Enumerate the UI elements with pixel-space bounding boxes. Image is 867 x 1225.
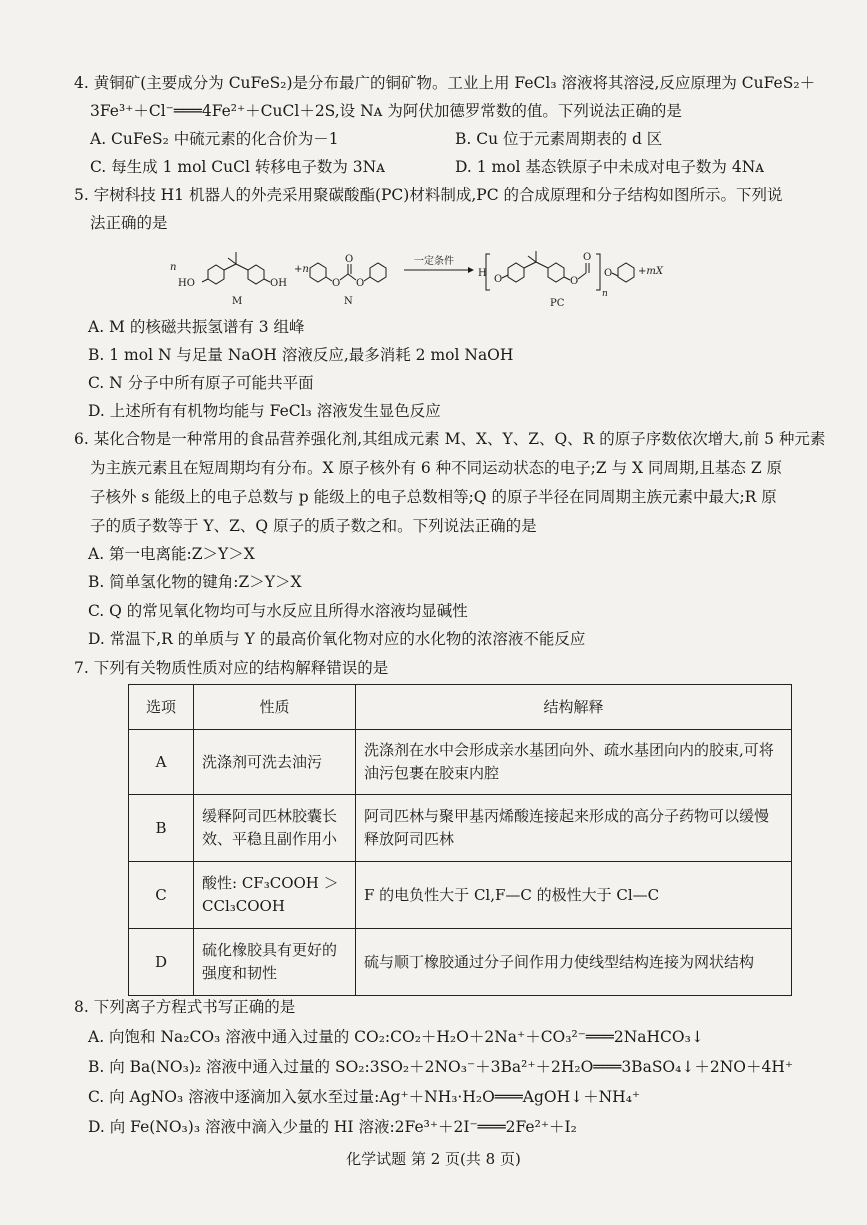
row-d-explanation: 硫与顺丁橡胶通过分子间作用力使线型结构连接为网状结构 [356, 929, 792, 996]
q8-stem: 8. 下列离子方程式书写正确的是 [74, 998, 296, 1016]
n-o2: O [345, 254, 354, 265]
n-ring-right [370, 263, 386, 282]
q4-option-d: D. 1 mol 基态铁原子中未成对电子数为 4Nᴀ [455, 158, 765, 176]
pc-bracket-right [596, 254, 600, 290]
q6-stem-line1: 6. 某化合物是一种常用的食品营养强化剂,其组成元素 M、X、Y、Z、Q、R 的原子序数依次增大,前 5 种元素 [74, 430, 826, 448]
table-row [129, 929, 792, 996]
row-b-option: B [129, 795, 194, 862]
label-pc: PC [550, 298, 565, 309]
q6-option-d: D. 常温下,R 的单质与 Y 的最高价氧化物对应的水化物的浓溶液不能反应 [88, 630, 586, 648]
q5-stem-line2: 法正确的是 [90, 214, 168, 232]
page-footer: 化学试题 第 2 页(共 8 页) [346, 1150, 521, 1168]
row-a-explanation: 洗涤剂在水中会形成亲水基团向外、疏水基团向内的胶束,可将油污包裹在胶束内腔 [356, 730, 792, 795]
q5-stem-line1: 5. 宇树科技 H1 机器人的外壳采用聚碳酸酯(PC)材料制成,PC 的合成原理和分子结构如图所示。下列说 [74, 186, 783, 204]
row-c-explanation: F 的电负性大于 Cl,F—C 的极性大于 Cl—C [356, 862, 792, 929]
pc-o6: O [583, 252, 592, 263]
row-d-option: D [129, 929, 194, 996]
coef-n-m: n [170, 262, 177, 273]
q7-stem: 7. 下列有关物质性质对应的结构解释错误的是 [74, 659, 389, 677]
q4-option-c: C. 每生成 1 mol CuCl 转移电子数为 3Nᴀ [90, 158, 385, 176]
q8-option-d: D. 向 Fe(NO₃)₃ 溶液中滴入少量的 HI 溶液:2Fe³⁺＋2I⁻═══2Fe²⁺＋I₂ [88, 1118, 577, 1136]
pc-byproduct: +mX [638, 266, 663, 277]
q4-stem-line1: 4. 黄铜矿(主要成分为 CuFeS₂)是分布最广的铜矿物。工业上用 FeCl₃ 溶液将其溶浸,反应原理为 CuFeS₂＋ [74, 74, 816, 92]
row-a-property: 洗涤剂可洗去油污 [194, 730, 356, 795]
q4-option-a: A. CuFeS₂ 中硫元素的化合价为－1 [90, 130, 339, 148]
q6-stem-line4: 子的质子数等于 Y、Z、Q 原子的质子数之和。下列说法正确的是 [90, 517, 537, 535]
table-row [129, 795, 792, 862]
row-c-option: C [129, 862, 194, 929]
q8-option-a: A. 向饱和 Na₂CO₃ 溶液中通入过量的 CO₂:CO₂＋H₂O＋2Na⁺＋CO₃²⁻═══2NaHCO₃↓ [88, 1028, 704, 1046]
pc-o7: O [604, 268, 613, 279]
q4-option-b: B. Cu 位于元素周期表的 d 区 [455, 130, 663, 148]
q5-option-a: A. M 的核磁共振氢谱有 3 组峰 [88, 318, 305, 336]
q7-table [128, 684, 792, 996]
pc-subscript-n: n [602, 289, 608, 299]
m-ho-label: HO [178, 278, 195, 289]
pc-end-ring [618, 263, 634, 282]
pc-o4: O [494, 274, 503, 285]
q8-option-c: C. 向 AgNO₃ 溶液中逐滴加入氨水至过量:Ag⁺＋NH₃·H₂O═══AgOH↓＋NH₄⁺ [88, 1088, 641, 1106]
coef-n-n: +n [294, 264, 309, 275]
q6-option-b: B. 简单氢化物的键角:Z＞Y＞X [88, 573, 302, 591]
pc-ring-right [548, 263, 564, 282]
table-header-property: 性质 [194, 685, 356, 730]
m-oh-label: OH [270, 278, 287, 289]
label-m: M [232, 296, 243, 307]
q5-option-d: D. 上述所有有机物均能与 FeCl₃ 溶液发生显色反应 [88, 402, 441, 420]
n-o3: O [356, 278, 365, 289]
m-ring-left [208, 265, 224, 284]
reaction-condition: 一定条件 [414, 256, 454, 267]
q6-stem-line3: 子核外 s 能级上的电子总数与 p 能级上的电子总数相等;Q 的原子半径在同周期主族元素中最大;R 原 [90, 488, 777, 506]
row-b-property: 缓释阿司匹林胶囊长效、平稳且副作用小 [194, 795, 356, 862]
n-o1: O [332, 278, 341, 289]
table-row [129, 862, 792, 929]
reaction-scheme-svg [168, 246, 728, 314]
m-ring-right [248, 265, 264, 284]
table-header-option: 选项 [129, 685, 194, 730]
pc-o5: O [570, 276, 579, 287]
q6-option-c: C. Q 的常见氧化物均可与水反应且所得水溶液均显碱性 [88, 602, 468, 620]
table-header-explanation: 结构解释 [356, 685, 792, 730]
table-row [129, 730, 792, 795]
row-a-option: A [129, 730, 194, 795]
n-ring-left [310, 263, 326, 282]
row-b-explanation: 阿司匹林与聚甲基丙烯酸连接起来形成的高分子药物可以缓慢释放阿司匹林 [356, 795, 792, 862]
reaction-scheme [168, 246, 728, 314]
pc-h: H [478, 268, 487, 279]
pc-ring-left [508, 263, 524, 282]
row-c-property: 酸性: CF₃COOH ＞ CCl₃COOH [194, 862, 356, 929]
q6-option-a: A. 第一电离能:Z＞Y＞X [88, 545, 255, 563]
row-d-property: 硫化橡胶具有更好的强度和韧性 [194, 929, 356, 996]
q6-stem-line2: 为主族元素且在短周期均有分布。X 原子核外有 6 种不同运动状态的电子;Z 与 X 同周期,且基态 Z 原 [90, 459, 783, 477]
q5-option-c: C. N 分子中所有原子可能共平面 [88, 374, 314, 392]
q5-option-b: B. 1 mol N 与足量 NaOH 溶液反应,最多消耗 2 mol NaOH [88, 346, 514, 364]
q4-stem-line2: 3Fe³⁺＋Cl⁻═══4Fe²⁺＋CuCl＋2S,设 Nᴀ 为阿伏加德罗常数的值。下列说法正确的是 [90, 102, 682, 120]
label-n: N [344, 296, 353, 307]
table-header-row [129, 685, 792, 730]
q8-option-b: B. 向 Ba(NO₃)₂ 溶液中通入过量的 SO₂:3SO₂＋2NO₃⁻＋3Ba²⁺＋2H₂O═══3BaSO₄↓＋2NO＋4H⁺ [88, 1058, 794, 1076]
